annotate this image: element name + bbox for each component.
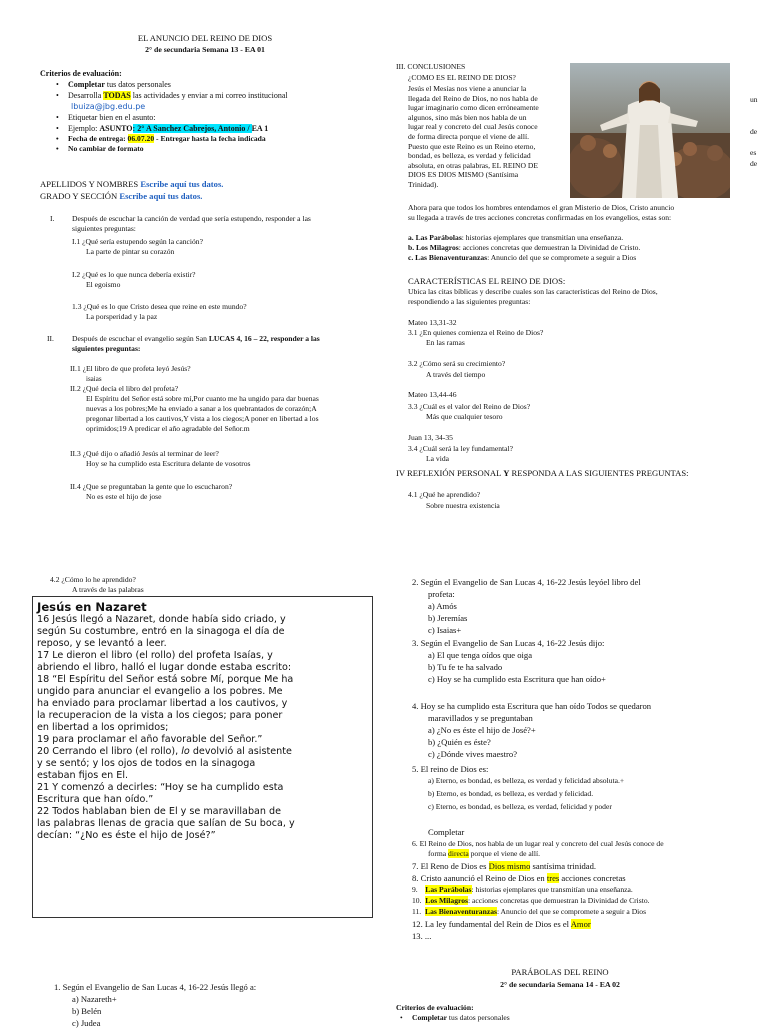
quiz-question-5: 5. El reino de Dios es: xyxy=(412,764,489,774)
passage-line: las palabras llenas de gracia que salían de Su boca, y xyxy=(37,818,295,829)
complete-item: 12. La ley fundamental del Rein de Dios es el Amor xyxy=(412,919,591,929)
question: 3.3 ¿Cuál es el valor del Reino de Dios? xyxy=(408,402,531,411)
passage-line: estaban fijos en El. xyxy=(37,770,129,781)
quiz-question-2-cont: profeta: xyxy=(428,589,455,599)
bible-citation: Juan 13, 34-35 xyxy=(408,433,453,442)
bible-passage-box xyxy=(32,596,373,918)
passage-line: 21 Y comenzó a decirles: “Hoy se ha cumplido esta xyxy=(37,782,284,793)
passage-line: reposo, y se levantó a leer. xyxy=(37,638,167,649)
option[interactable]: b) Eterno, es bondad, es belleza, es verdad y felicidad. xyxy=(428,789,594,798)
complete-item: 9. Las Parábolas: historias ejemplares que transmitían una enseñanza. xyxy=(412,885,633,894)
option[interactable]: b) Belén xyxy=(72,1006,102,1016)
names-row: APELLIDOS Y NOMBRES Escribe aquí tus datos. xyxy=(40,179,224,189)
question: II.2 ¿Qué decía el libro del profeta? xyxy=(70,384,179,393)
cut-off-text: de xyxy=(750,127,758,136)
option[interactable]: a) El que tenga oídos que oiga xyxy=(428,650,533,660)
question: 3.4 ¿Cuál será la ley fundamental? xyxy=(408,444,514,453)
passage-line: decían: “¿No es éste el hijo de José?” xyxy=(37,830,216,841)
answer-field[interactable]: Amor xyxy=(570,919,591,929)
option[interactable]: a) Eterno, es bondad, es belleza, es verdad y felicidad absoluta.+ xyxy=(428,776,625,785)
criteria-label: Criterios de evaluación: xyxy=(396,1003,474,1012)
section-1-number: I. xyxy=(50,214,55,223)
bible-citation: Mateo 13,31-32 xyxy=(408,318,457,327)
option[interactable]: c) Judea xyxy=(72,1018,101,1028)
passage-line: 20 Cerrando el libro (el rollo), lo devolvió al asistente xyxy=(37,746,292,757)
passage-line: en libertad a los oprimidos; xyxy=(37,722,169,733)
cut-off-text: es xyxy=(750,148,757,157)
answer-line[interactable]: nuevas a los pobres;Me ha enviado a sanar a los quebrantados de corazón;A xyxy=(86,404,317,413)
question: 4.1 ¿Qué he aprendido? xyxy=(408,490,481,499)
answer-line[interactable]: oprimidos;19 A predicar el año agradable del Señor.m xyxy=(86,424,250,433)
section-4-title: IV REFLEXIÓN PERSONAL Y RESPONDA A LAS SIGUIENTES PREGUNTAS: xyxy=(396,468,689,478)
option[interactable]: a) Nazareth+ xyxy=(72,994,117,1004)
question: II.1 ¿El libro de que profeta leyó Jesús? xyxy=(70,364,191,373)
jesus-crowd-image xyxy=(570,63,730,198)
passage-line: la recuperacion de la vista a los ciegos; para poner xyxy=(37,710,283,721)
question: 1.3 ¿Qué es lo que Cristo desea que reine en este mundo? xyxy=(72,302,247,311)
section-2-line: siguientes preguntas: xyxy=(72,344,141,353)
passage-line: 17 Le dieron el libro (el rollo) del profeta Isaías, y xyxy=(37,650,273,661)
page-title: EL ANUNCIO DEL REINO DE DIOS xyxy=(137,33,273,43)
action-item: a. Las Parábolas: historias ejemplares que transmitían una enseñanza. xyxy=(408,233,624,242)
option[interactable]: c) Isaias+ xyxy=(428,625,462,635)
criteria-item: • Completar tus datos personales xyxy=(36,79,288,90)
complete-item: 13. ... xyxy=(412,931,432,941)
quiz-question-2: 2. Según el Evangelio de San Lucas 4, 16-22 Jesús leyóel libro del xyxy=(412,577,641,587)
section-1-line: Después de escuchar la canción de verdad que sería estupendo, responder a las xyxy=(72,214,311,223)
action-item: c. Las Bienaventuranzas: Anuncio del que se compromete a seguir a Dios xyxy=(408,253,637,262)
email-link[interactable]: lbuiza@jbg.edu.pe xyxy=(71,102,146,111)
section-3-question: ¿COMO ES EL REINO DE DIOS? xyxy=(408,73,516,82)
answer-field[interactable]: A través de las palabras xyxy=(72,585,144,594)
question: I.2 ¿Qué es lo que nunca debería existir? xyxy=(72,270,196,279)
question: 4.2 ¿Cómo lo he aprendido? xyxy=(50,575,136,584)
quiz-question-4: 4. Hoy se ha cumplido esta Escritura que han oído Todos se quedaron xyxy=(412,701,652,711)
bible-citation: Mateo 13,44-46 xyxy=(408,390,457,399)
answer-line[interactable]: El Espíritu del Señor está sobre mí,Por cuanto me ha ungido para dar buenas xyxy=(86,394,319,403)
section-2-line: Después de escuchar el evangelio según San LUCAS 4, 16 – 22, responder a las xyxy=(72,334,320,343)
passage-line: ha enviado para proclamar libertad a los cautivos, y xyxy=(37,698,288,709)
answer-line[interactable]: pregonar libertad a los cautivos,Y vista a los ciegos;A poner en libertad a los xyxy=(86,414,319,423)
complete-item: 8. Cristo aanunció el Reino de Dios en tres acciones concretas xyxy=(412,873,626,883)
passage-line: según Su costumbre, entró en la sinagoga el día de xyxy=(37,626,285,637)
option[interactable]: c) ¿Dónde vives maestro? xyxy=(428,749,518,759)
passage-line: 18 “El Espíritu del Señor está sobre Mí, porque Me ha xyxy=(37,674,294,685)
answer-field[interactable]: directa xyxy=(448,849,469,858)
passage-line: 19 para proclamar el año favorable del Señor.” xyxy=(37,734,263,745)
quiz-question-3: 3. Según el Evangelio de San Lucas 4, 16-22 Jesús dijo: xyxy=(412,638,605,648)
page-subtitle: 2° de secundaria Semana 14 - EA 02 xyxy=(500,980,620,989)
passage-line: 22 Todos hablaban bien de El y se maravillaban de xyxy=(37,806,282,817)
answer-field[interactable]: No es este el hijo de jose xyxy=(86,492,162,501)
quiz-question-4-cont: maravillados y se preguntaban xyxy=(428,713,533,723)
option[interactable]: b) Tu fe te ha salvado xyxy=(428,662,503,672)
option[interactable]: c) Hoy se ha cumplido esta Escritura que han oído+ xyxy=(428,674,606,684)
answer-field[interactable]: Sobre nuestra existencia xyxy=(426,501,500,510)
section-3-paragraph: Jesús el Mesías nos viene a anunciar la llegada del Reino de Dios, no nos habla de lugar imaginario como dicen erróneamente algunos, sino más bien nos habla de un lugar real y concreto del cual Jesús conoce de forma directa porque el viene de allí. Puesto que este Reino es un Reino eterno, bondad, es belleza, es verdad y felicidad absoluta, en otras palabras, EL REINO DE DIOS ES DIOS MISMO (Santísima Trinidad). xyxy=(408,84,539,189)
characteristics-line: Ubica las citas bíblicas y describe cuales son las características del Reino de Dios, xyxy=(408,287,658,296)
grade-row: GRADO Y SECCIÓN Escribe aquí tus datos. xyxy=(40,191,203,201)
option[interactable]: b) ¿Quién es éste? xyxy=(428,737,491,747)
complete-item: 10. Los Milagros: acciones concretas que demuestran la Divinidad de Cristo. xyxy=(412,896,650,905)
criteria-item: • Ejemplo: ASUNTO: 2° A Sanchez Cabrejos, Antonio / EA 1 xyxy=(36,123,268,134)
question: II.4 ¿Que se preguntaban la gente que lo escucharon? xyxy=(70,482,233,491)
answer-field[interactable]: La parte de pintar su corazón xyxy=(86,247,175,256)
page-title: PARÁBOLAS DEL REINO xyxy=(511,967,609,977)
jesus-crowd-illustration xyxy=(570,63,730,198)
criteria-item: • Etiquetar bien en el asunto: xyxy=(36,112,268,123)
criteria-list xyxy=(380,1013,510,1023)
answer-field[interactable]: La vida xyxy=(426,454,449,463)
criteria-list xyxy=(36,79,288,101)
answer-field[interactable]: La porsperidad y la paz xyxy=(86,312,158,321)
passage-title: Jesús en Nazaret xyxy=(37,600,147,614)
criteria-item: • Fecha de entrega: 06.07.20 - Entregar hasta la fecha indicada xyxy=(36,134,268,144)
question: 3.1 ¿En quienes comienza el Reino de Dios? xyxy=(408,328,544,337)
question: I.1 ¿Qué sería estupendo según la canción? xyxy=(72,237,203,246)
criteria-item: • Completar tus datos personales xyxy=(380,1013,510,1023)
passage-line: 16 Jesús llegó a Nazaret, donde había sido criado, y xyxy=(37,614,286,625)
answer-field[interactable]: El egoismo xyxy=(86,280,121,289)
answer-field[interactable]: Más que cualquier tesoro xyxy=(426,412,503,421)
criteria-label: Criterios de evaluación: xyxy=(40,69,122,78)
complete-item: 6. El Reino de Dios, nos habla de un lugar real y concreto del cual Jesús conoce de xyxy=(412,839,664,848)
complete-heading: Completar xyxy=(428,827,465,837)
grade-input[interactable]: Escribe aquí tus datos. xyxy=(119,191,203,201)
cut-off-text: un xyxy=(750,95,758,104)
complete-item: 11. Las Bienaventuranzas: Anuncio del que se compromete a seguir a Dios xyxy=(412,907,647,916)
answer-field[interactable]: A través del tiempo xyxy=(426,370,486,379)
section-3-title: III. CONCLUSIONES xyxy=(396,62,466,71)
criteria-item: • No cambiar de formato xyxy=(36,144,268,154)
criteria-list-2 xyxy=(36,112,268,153)
section-2-number: II. xyxy=(47,334,54,343)
question: 3.2 ¿Cómo será su crecimiento? xyxy=(408,359,506,368)
passage-line: ungido para anunciar el evangelio a los pobres. Me xyxy=(37,686,283,697)
complete-item-cont: forma directa porque el viene de allí. xyxy=(428,849,540,858)
complete-item: 7. El Reno de Dios es Dios mismo santísima trinidad. xyxy=(412,861,597,871)
option[interactable]: b) Jeremías xyxy=(428,613,468,623)
criteria-item: • Desarrolla TODAS las actividades y enviar a mi correo institucional xyxy=(36,90,288,101)
passage-line: abriendo el libro, halló el lugar donde estaba escrito: xyxy=(37,662,292,673)
section-1-line: siguientes preguntas: xyxy=(72,224,136,233)
page-subtitle: 2° de secundaria Semana 13 - EA 01 xyxy=(145,45,265,54)
question: II.3 ¿Qué dijo o añadió Jesús al terminar de leer? xyxy=(70,449,219,458)
characteristics-title: CARACTERÍSTICAS EL REINO DE DIOS: xyxy=(408,276,566,286)
names-input[interactable]: Escribe aquí tus datos. xyxy=(140,179,224,189)
option[interactable]: c) Eterno, es bondad, es belleza, es verdad, felicidad y poder xyxy=(428,802,612,811)
option[interactable]: a) Amós xyxy=(428,601,457,611)
answer-field[interactable]: isaias xyxy=(86,375,102,383)
passage-text xyxy=(37,614,368,842)
answer-field[interactable]: Dios mismo xyxy=(488,861,531,871)
characteristics-line: respondiendo a las siguientes preguntas: xyxy=(408,297,531,306)
option[interactable]: a) ¿No es éste el hijo de José?+ xyxy=(428,725,536,735)
answer-field[interactable]: En las ramas xyxy=(426,338,465,347)
answer-field[interactable]: Hoy se ha cumplido esta Escritura delante de vosotros xyxy=(86,459,251,468)
passage-line: y se sentó; y los ojos de todos en la sinagoga xyxy=(37,758,256,769)
section-3-full-line: su llegada a través de tres acciones concretas confirmadas en los evangelios, estas son: xyxy=(408,213,672,222)
cut-off-text: de xyxy=(750,159,758,168)
section-3-full-line: Ahora para que todos los hombres entendamos el gran Misterio de Dios, Cristo anuncio xyxy=(408,203,675,212)
passage-line: Escritura que han oído.” xyxy=(37,794,154,805)
answer-field[interactable]: tres xyxy=(546,873,560,883)
quiz-question-1: 1. Según el Evangelio de San Lucas 4, 16-22 Jesús llegó a: xyxy=(54,982,257,992)
action-item: b. Los Milagros: acciones concretas que demuestran la Divinidad de Cristo. xyxy=(408,243,641,252)
